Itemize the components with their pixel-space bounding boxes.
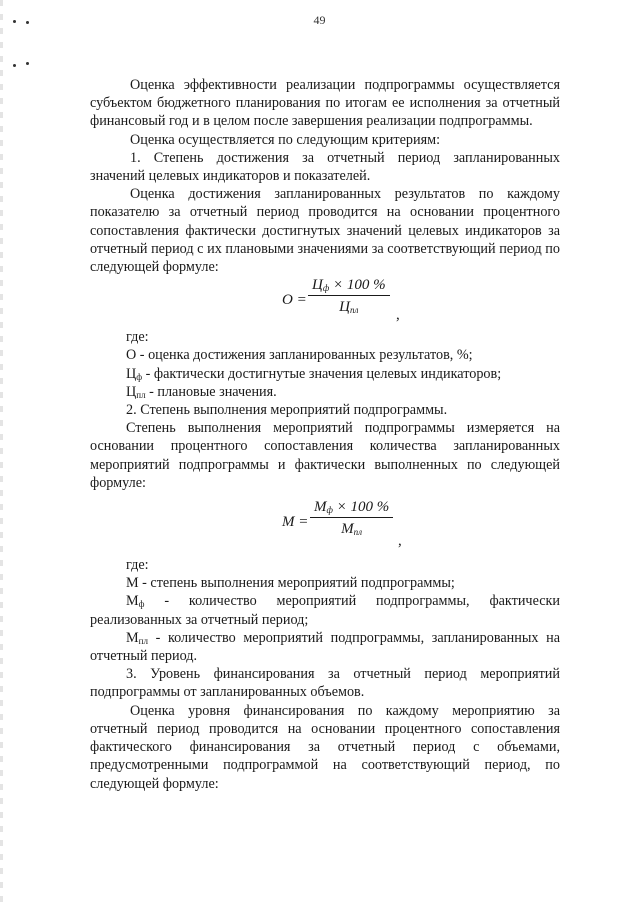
formula-m-comma: , (398, 533, 402, 550)
formula-o-numerator: $Ц_ф \times 100$ % (312, 277, 386, 294)
paragraph-criterion-1: 1. Степень достижения за отчетный период запланированных значений целевых индикаторов и показателей. (90, 149, 560, 185)
where-label-2: где: (126, 557, 149, 574)
where-label-1: где: (126, 329, 149, 346)
definition-mf: $М_ф$ - количество мероприятий подпрограммы, фактически реализованных за отчетный период; (90, 593, 560, 628)
formula-o-fraction (308, 276, 390, 316)
definition-cpl: $Ц_{пл}$ - плановые значения. (126, 383, 277, 400)
paragraph-criterion-2: 2. Степень выполнения мероприятий подпрограммы. (126, 402, 448, 419)
formula-o-comma: , (396, 307, 400, 324)
formula-m-numerator: $М_ф \times 100$ % (314, 499, 390, 516)
paragraph-criterion-2-method: Степень выполнения мероприятий подпрограммы измеряется на основании процентного сопоставления количества запланированных мероприятий подпрограммы и фактически выполненных по следующей формуле: (90, 420, 560, 491)
paragraph-criteria-lead: Оценка осуществляется по следующим критериям: (130, 131, 441, 148)
definition-m: М - степень выполнения мероприятий подпрограммы; (126, 575, 455, 592)
formula-m (90, 498, 560, 556)
scan-edge-marks (0, 0, 3, 905)
definition-o: О - оценка достижения запланированных результатов, %; (126, 347, 473, 364)
definition-cf: $Ц_ф$ - фактически достигнутые значения целевых индикаторов; (126, 365, 502, 382)
paragraph-criterion-1-method: Оценка достижения запланированных результатов по каждому показателю за отчетный период проводится на основании процентного сопоставления фактически достигнутых значений целевых индикаторов за отчетный период с их плановыми значениями за соответствующий период по следующей формуле: (90, 186, 560, 276)
formula-o (90, 276, 560, 328)
formula-o-denominator: $Ц_{пл}$ (339, 299, 359, 316)
document-body (90, 76, 560, 793)
formula-o-lhs: О = (282, 292, 307, 309)
formula-m-fraction (310, 498, 393, 538)
paragraph-intro: Оценка эффективности реализации подпрограммы осуществляется субъектом бюджетного планирования по итогам ее исполнения за отчетный финансовый год и в целом после завершения реализации подпрограммы. (90, 77, 560, 130)
scan-speck (26, 62, 29, 65)
formula-m-lhs: М = (282, 514, 309, 531)
page-number: 49 (313, 13, 326, 27)
scan-speck (13, 64, 16, 67)
paragraph-criterion-3-method: Оценка уровня финансирования по каждому мероприятию за отчетный период проводится на основании процентного сопоставления фактического финансирования за отчетный период с объемами, предусмотренными подпрограммой на соответствующий период, по следующей формуле: (90, 702, 560, 792)
paragraph-criterion-3: 3. Уровень финансирования за отчетный период мероприятий подпрограммы от запланированных объемов. (90, 666, 560, 701)
definition-mpl: $М_{пл}$ - количество мероприятий подпрограммы, запланированных на отчетный период. (90, 629, 560, 665)
formula-m-denominator: $М_{пл}$ (341, 521, 363, 538)
